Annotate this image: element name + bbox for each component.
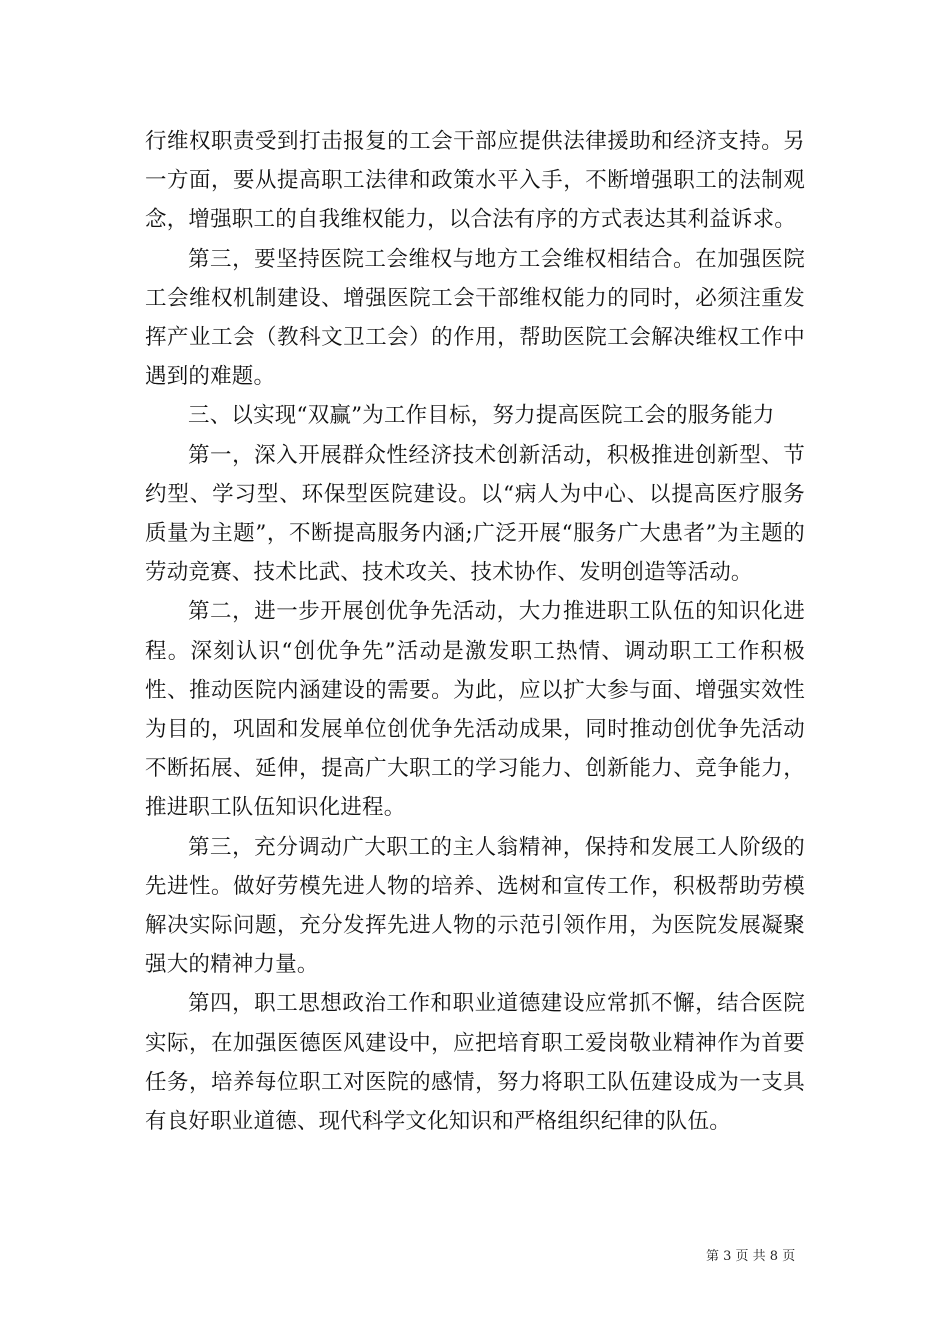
paragraph-6: 第三，充分调动广大职工的主人翁精神，保持和发展工人阶级的先进性。做好劳模先进人物的培养、选树和宣传工作，积极帮助劳模解决实际问题，充分发挥先进人物的示范引领作用，为医院发展凝聚强大的精神力量。 xyxy=(145,834,805,978)
paragraph-2: 第三，要坚持医院工会维权与地方工会维权相结合。在加强医院工会维权机制建设、增强医院工会干部维权能力的同时，必须注重发挥产业工会（教科文卫工会）的作用，帮助医院工会解决维权工作中遇到的难题。 xyxy=(145,246,805,390)
section-heading: 三、以实现“双赢”为工作目标，努力提高医院工会的服务能力 xyxy=(188,403,775,429)
paragraph-7: 第四，职工思想政治工作和职业道德建设应常抓不懈，结合医院实际，在加强医德医风建设中，应把培育职工爱岗敬业精神作为首要任务，培养每位职工对医院的感情，努力将职工队伍建设成为一支具有良好职业道德、现代科学文化知识和严格组织纪律的队伍。 xyxy=(145,991,805,1135)
page-number-footer: 第 3 页 共 8 页 xyxy=(706,1249,796,1264)
paragraph-4: 第一，深入开展群众性经济技术创新活动，积极推进创新型、节约型、学习型、环保型医院建设。以“病人为中心、以提高医疗服务质量为主题”，不断提高服务内涵;广泛开展“服务广大患者”为主题的劳动竞赛、技术比武、技术攻关、技术协作、发明创造等活动。 xyxy=(145,442,805,586)
paragraph-1: 行维权职责受到打击报复的工会干部应提供法律援助和经济支持。另一方面，要从提高职工法律和政策水平入手，不断增强职工的法制观念，增强职工的自我维权能力，以合法有序的方式表达其利益诉求。 xyxy=(145,129,805,233)
document-body xyxy=(145,122,805,1141)
paragraph-5: 第二，进一步开展创优争先活动，大力推进职工队伍的知识化进程。深刻认识“创优争先”活动是激发职工热情、调动职工工作积极性、推动医院内涵建设的需要。为此，应以扩大参与面、增强实效性为目的，巩固和发展单位创优争先活动成果，同时推动创优争先活动不断拓展、延伸，提高广大职工的学习能力、创新能力、竞争能力，推进职工队伍知识化进程。 xyxy=(145,599,805,821)
